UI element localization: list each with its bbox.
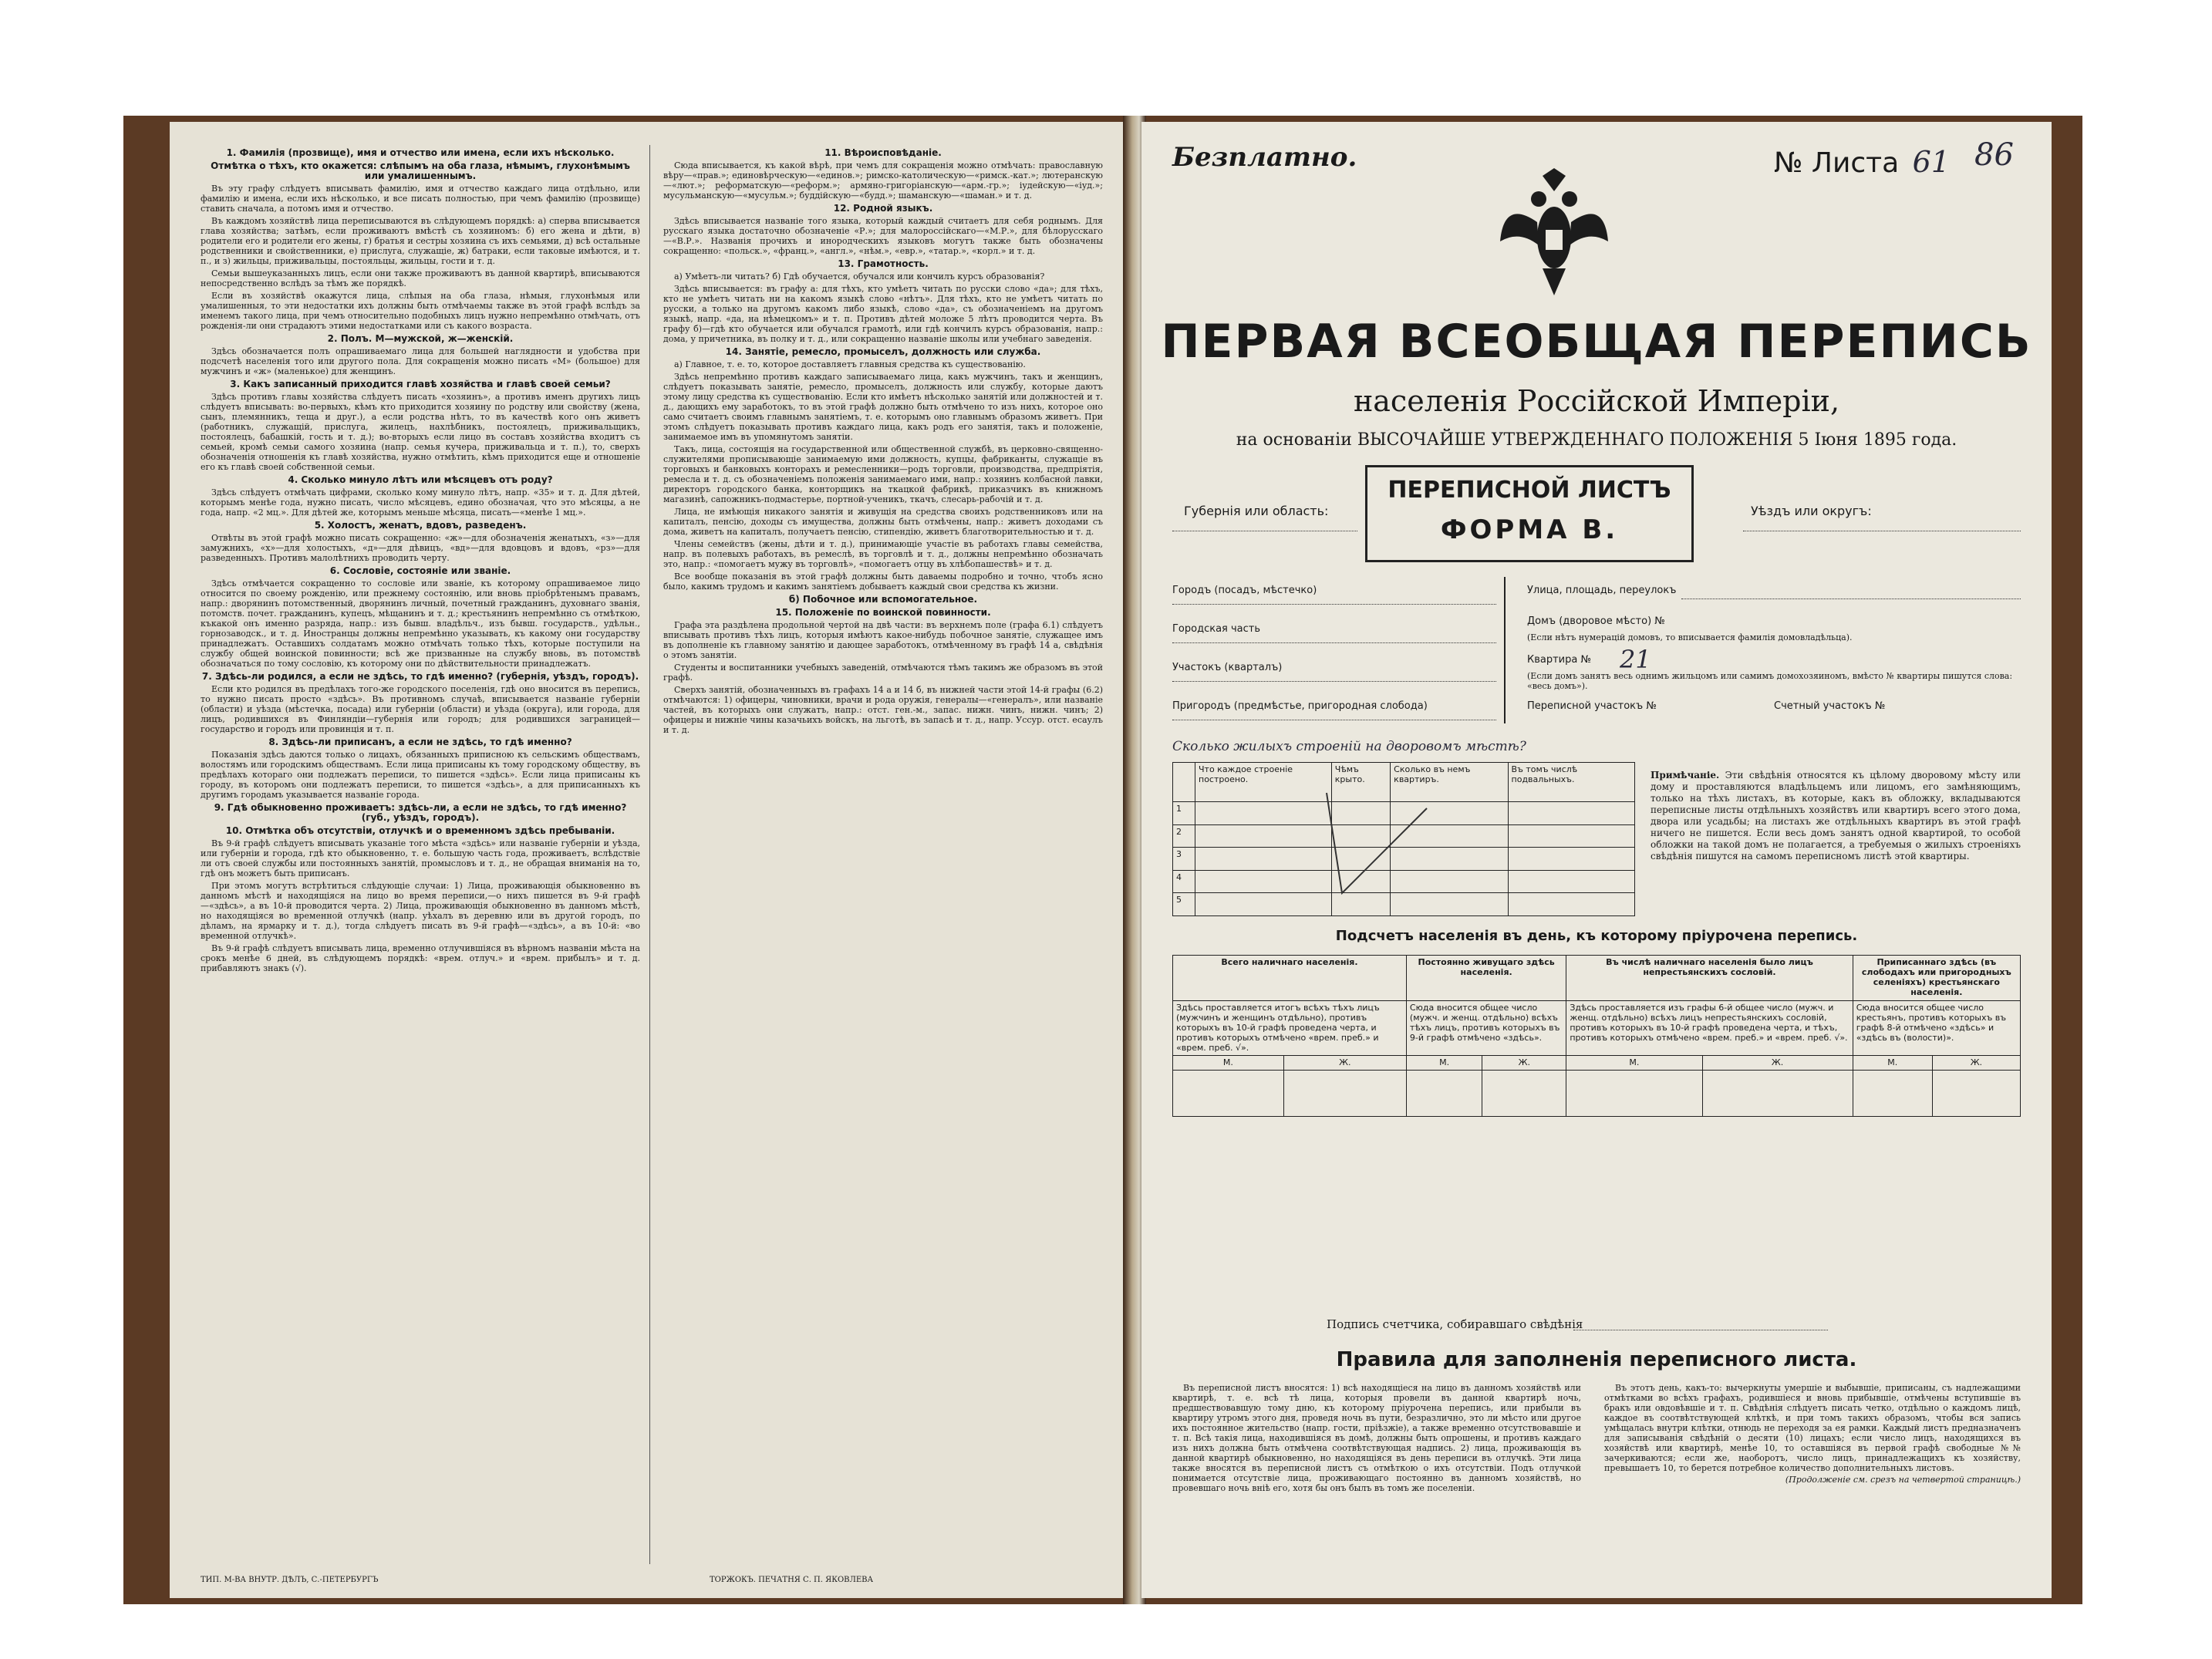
census-title: ПЕРВАЯ ВСЕОБЩАЯ ПЕРЕПИСЬ (1161, 315, 2032, 369)
instruction-paragraph: Сверхъ занятій, обозначенныхъ въ графахъ 14 а и 14 б, въ нижней части этой 14-й графы (6.2) отмѣчаются: 1) офицеры, чиновники, врачи и рода оружія, генералы—«генералъ», или названіе частей, въ которыхъ они служатъ, напр.: отст. ген.-м., запас. нижн. чинъ, нижн. чинъ; 2) офицеры и нижніе чины казачьихъ войскъ, на льготѣ, въ запасѣ и т. д., напр. Уссур. отст. есаулъ и т. д. (663, 685, 1103, 735)
rules-text: Въ этотъ день, какъ-то: вычеркнуты умершіе и выбывшіе, приписаны, съ надлежащими отмѣтками во всѣхъ графахъ, родившіеся и вновь прибывшіе, отмѣчены вступившіе въ бракъ или овдовѣвшіе и т. п. Свѣдѣнія слѣдуетъ писать четко, отдѣльно о каждомъ лицѣ, каждое въ соотвѣтствующей клѣткѣ, и при томъ такихъ образомъ, чтобы вся запись умѣщалась внутри клѣтки, отнюдь не переходя за ея рамки. Каждый листъ предназначенъ для записыванія свѣдѣній о десяти (10) лицахъ; если число лицъ, находящихся въ хозяйствѣ или квартирѣ, менѣе 10, то оставшіяся въ первой графѣ свободные №№ зачеркиваются; если же, наоборотъ, число лицъ, принадлежащихъ къ хозяйству, превышаетъ 10, то берется потребное количество дополнительныхъ листовъ. (1604, 1383, 2021, 1473)
section-heading: Отмѣтка о тѣхъ, кто окажется: слѣпымъ на оба глаза, нѣмымъ, глухонѣмымъ или умалишеннымъ. (211, 160, 630, 181)
printer-footer-right: ТОРЖОКЪ. ПЕЧАТНЯ С. П. ЯКОВЛЕВА (710, 1576, 874, 1584)
male-header: М. (1853, 1056, 1932, 1071)
instruction-paragraph: Здѣсь отмѣчается сокращенно то сословіе или званіе, къ которому опрашиваемое лицо относится по своему рожденію, или прежнему состоянію, или вновь пріобрѣтенымъ правамъ, напр.: дворянинъ потомственный, дворянинъ личный, почетный гражданинъ, духовнаго званія, потомств. почет. гражданинъ, купецъ, мѣщанинъ и т. д.; крестьянинъ непремѣнно съ отмѣткою, къкакой онъ именно разряда, напр.: изъ бывш. владѣльч., изъ бывш. государств., удѣльн., горнозаводск., и т. д. Иностранцы должны непремѣнно указывать, къ какому они государству принадлежатъ. Оставшихъ солдатамъ можно отмѣчать только тѣхъ, которые поступили на службу общей воинской повинности; всѣ же призванные на службу вновь, въ потомствѣ обозначаться по тому сословію, къ которому они по дѣйствительности принадлежатъ. (201, 578, 640, 669)
open-book (123, 116, 2082, 1604)
left-page (170, 122, 1126, 1598)
instruction-paragraph: Здѣсь противъ главы хозяйства слѣдуетъ писать «хозяинъ», а противъ именъ другихъ лицъ слѣдуетъ вписывать: во-первыхъ, кѣмъ кто приходится хозяину по родству или свойству (жена, сынъ, племянникъ, теща и друг.), а если родства нѣтъ, то въ качествѣ кого онъ живетъ (работникъ, служащій, прислуга, жилецъ, нахлѣбникъ, постоялецъ, приживальщикъ, постоялецъ, бабашкій, гость и т. д.); во-вторыхъ если лицо въ составъ хозяйства входитъ съ семьей, кромѣ семьи самого хозяина (напр. семья кучера, приживальца и т. п.), то, сверхъ обозначенія отношенія къ главѣ хозяйства, нужно отмѣтить, кѣмъ приходится еще и отношеніе его къ главѣ своей собственной семьи. (201, 392, 640, 472)
corner-number-handwritten: 86 (1974, 137, 2014, 173)
instruction-paragraph: Лица, не имѣющія никакого занятія и живущія на средства своихъ родственниковъ или на капиталъ, пенсію, доходы съ имущества, должны быть отмѣчены, напр.: живетъ доходами съ дома, живетъ на капиталъ, получаетъ пенсію, стипендію, живетъ благотворительностью и т. д. (663, 507, 1103, 537)
pop-text-peasant: Сюда вносится общее число крестьянъ, противъ которыхъ въ графѣ 8-й отмѣчено «здѣсь» и «здѣсь въ (волости)». (1853, 1000, 2020, 1056)
instruction-paragraph: Здѣсь непремѣнно противъ каждаго записываемаго лица, какъ мужчинъ, такъ и женщинъ, слѣдуетъ показывать занятіе, ремесло, промыселъ, должность или службу, которые даютъ этому лицу средства къ существованію. Если кто имѣетъ нѣсколько занятій или должностей и т. д., дающихъ ему заработокъ, то въ этой графѣ должно быть отмѣчено то изъ нихъ, которое оно само считаетъ своимъ главнымъ занятіемъ, т. е. которымъ оно главнымъ образомъ живетъ. При этомъ слѣдуетъ показывать противъ каждаго лица, какъ родъ его занятія, такъ и положеніе, занимаемое имъ въ упомянутомъ занятіи. (663, 372, 1103, 442)
instruction-paragraph: Студенты и воспитанники учебныхъ заведеній, отмѣчаются тѣмъ такимъ же образомъ въ этой графѣ. (663, 663, 1103, 683)
census-decree: на основаніи ВЫСОЧАЙШЕ УТВЕРЖДЕННАГО ПОЛОЖЕНІЯ 5 Іюня 1895 года. (1236, 430, 1957, 450)
rules-continued: (Продолженіе см. срезъ на четвертой страницѣ.) (1785, 1475, 2021, 1485)
section-heading: 2. Полъ. М—мужской, ж—женскій. (327, 333, 514, 344)
section-heading: 11. Вѣроисповѣданіе. (824, 147, 942, 158)
instruction-paragraph: Здѣсь вписывается названіе того языка, который каждый считаетъ для себя роднымъ. Для русскаго языка достаточно обозначеніе «Р.»; для малороссійскаго—«М.Р.», для бѣлорусскаго—«В.Р.». Названія прочихъ и инородческихъ языковъ могутъ также быть обозначены сокращенно: «польск.», «франц.», «англ.», «нѣм.», «евр.», «татар.», «корл.» и т. д. (663, 216, 1103, 256)
form-subtitle: ФОРМА В. (1440, 514, 1619, 545)
kvartira-note: (Если домъ занятъ весь однимъ жильцомъ или самимъ домохозяиномъ, вмѣсто № квартиры пишутся слова: «весь домъ»). (1527, 671, 2013, 691)
chast-label: Городская часть (1172, 623, 1261, 635)
instruction-paragraph: Здѣсь слѣдуетъ отмѣчать цифрами, сколько кому минуло лѣтъ, напр. «35» и т. д. Для дѣтей, которымъ менѣе года, нужно писать, число мѣсяцевъ, едино обозначая, что это мѣсяцы, а не года, напр. «2 мц.». Для дѣтей же, которымъ меньше мѣсяца, писать—«менѣе 1 мц.». (201, 487, 640, 518)
pop-col-peasant: Приписаннаго здѣсь (въ слободахъ или пригородныхъ селеніяхъ) крестьянскаго населенія. (1853, 956, 2020, 1001)
chast-line (1172, 642, 1496, 643)
imperial-eagle-icon (1496, 168, 1612, 299)
instruction-paragraph: Здѣсь вписывается: въ графу а: для тѣхъ, кто умѣетъ читать по русски слово «да»; для тѣхъ, кто не умѣетъ читать ни на какомъ языкѣ слово «нѣтъ». Для тѣхъ, кто не умѣетъ читать по русски, а только на другомъ какомъ либо языкѣ, слово «да», съ обозначеніемъ на другомъ языкѣ, напр. «да, на нѣмецкомъ» и т. п. Противъ дѣтей моложе 5 лѣтъ проводится черта. Въ графу б)—гдѣ кто обучается или обучался грамотѣ, или гдѣ кончилъ курсъ образованія, напр.: дома, у причетника, въ полку и т. д., или сокращенно названіе школы или учебнаго заведенія. (663, 284, 1103, 344)
pop-text-permanent: Сюда вносится общее число (мужч. и женщ. отдѣльно) всѣхъ тѣхъ лицъ, противъ которыхъ въ 9-й графѣ отмѣчено «здѣсь». (1406, 1000, 1566, 1056)
ulica-label: Улица, площадь, переулокъ (1527, 585, 1677, 596)
section-heading: 13. Грамотность. (838, 258, 929, 269)
dom-label: Домъ (дворовое мѣсто) № (1527, 615, 1665, 627)
section-heading: 8. Здѣсь-ли приписанъ, а если не здѣсь, то гдѣ именно? (268, 737, 572, 747)
population-count-title: Подсчетъ населенія въ день, къ которому пріурочена перепись. (1335, 928, 1858, 944)
section-heading: 6. Сословіе, состояніе или званіе. (329, 565, 511, 576)
instruction-paragraph: Все вообще показанія въ этой графѣ должны быть даваемы подробно и точно, чтобъ ясно было, какимъ трудомъ и какимъ занятіемъ добываетъ каждый свои средства къ жизни. (663, 572, 1103, 592)
rules-text: Въ переписной листъ вносятся: 1) всѣ находящіеся на лицо въ данномъ хозяйствѣ или квартирѣ, т. е. всѣ тѣ лица, которыя провели въ данной квартирѣ ночь, предшествовавшую тому дню, къ которому пріурочена перепись, или прибыли въ квартиру утромъ этого дня, проведя ночь въ пути, безразлично, это ли мѣсто или другое ихъ постоянное жительство (напр. гости, пріѣзжіе), а также временно отсутствовавшіе и т. п. Всѣ такія лица, находившіяся въ домѣ, должны быть опрошены, и противъ каждаго изъ нихъ должна быть отмѣчена соотвѣтствующая надпись. 2) лица, проживающія въ данной квартирѣ обыкновенно, но находящіяся въ день переписи въ отлучкѣ. Эти лица также вносятся въ переписной листъ съ отмѣткою о ихъ отсутствіи. Подъ отлучкой понимается отсутствіе лица, проживающаго постоянно въ данномъ хозяйствѣ, но провевшаго ночь вніѣ его, хотя бы онъ былъ въ томъ же поселеніи. (1172, 1383, 1581, 1493)
instruction-paragraph: Если кто родился въ предѣлахъ того-же городского поселенія, гдѣ оно вносится въ перепись, то нужно писать просто «здѣсь». Въ противномъ случаѣ, вписывается названіе губерніи (области) и уѣзда (мѣстечка, посада) или губерніи (области) и уѣзда (округа), или города, для лицъ, родившихся въ Финляндіи—губернія или городъ; для родившихся заграницей—государство и городъ или провинція и т. п. (201, 684, 640, 734)
sheet-number-label: № Листа (1774, 147, 1900, 179)
right-page (1141, 122, 2052, 1598)
row-number: 4 (1173, 870, 1195, 893)
instructions-column-2 (663, 145, 1103, 737)
pop-col-permanent: Постоянно живущаго здѣсь населенія. (1406, 956, 1566, 1001)
sheet-number-handwritten: 61 (1912, 145, 1950, 179)
free-label: Безплатно. (1172, 142, 1357, 173)
pop-text-total: Здѣсь проставляется итогъ всѣхъ тѣхъ лицъ (мужчинъ и женщинъ отдѣльно), противъ которыхъ въ 10-й графѣ проведена черта, и противъ которыхъ отмѣчено «врем. преб.» и «врем. преб. √». (1173, 1000, 1407, 1056)
instruction-paragraph: Такъ, лица, состоящія на государственной или общественной службѣ, въ церковно-священно-служителями прописывающіе занимаемую ими должность, купцы, фабриканты, служащіе въ торговыхъ и банковыхъ конторахъ и ремесленники—родъ торговли, производства, предпріятія, ремесла и т. д. съ обозначеніемъ положенія занимаемаго ими, напр.: хозяинъ колбасной лавки, директоръ городского банка, конторщикъ на ткацкой фабрикѣ, приказчикъ въ книжномъ магазинѣ, сапожникъ-подмастерье, портной-ученикъ, ткачъ, слесарь-рабочій и т. д. (663, 444, 1103, 504)
uchastok-line (1172, 681, 1496, 682)
instruction-paragraph: При этомъ могутъ встрѣтиться слѣдующіе случаи: 1) Лица, проживающія обыкновенно въ данномъ мѣстѣ и находящіяся на лицо во время переписи,—о нихъ пишется въ 9-й графѣ—«здѣсь», а въ 10-й проводится черта. 2) Лица, проживающія обыкновенно въ данномъ мѣстѣ, но находящіяся во временной отлучкѣ (напр. уѣхалъ въ деревню или въ другой городъ, по дѣламъ, на ярмарку и т. д.), тогда слѣдуетъ писать въ 9-й графѣ—«здѣсь», а въ 10-й: «во временной отлучкѣ». (201, 881, 640, 941)
buildings-col-apartments: Сколько въ немъ квартиръ. (1391, 763, 1508, 802)
section-heading: 5. Холостъ, женатъ, вдовъ, разведенъ. (314, 520, 527, 531)
cross-out-mark (1172, 762, 1635, 916)
rules-column-left (1172, 1383, 1581, 1495)
pop-col-nonpeasant: Въ числѣ наличнаго населенія было лицъ непрестьянскихъ сословій. (1566, 956, 1853, 1001)
census-subtitle: населенія Россійской Имперіи, (1353, 384, 1840, 418)
address-divider (1504, 577, 1506, 723)
table-row (1173, 1071, 2021, 1117)
dom-note: (Если нѣтъ нумерацій домовъ, то вписывается фамилія домовладѣльца). (1527, 632, 1853, 642)
male-header: М. (1173, 1056, 1284, 1071)
section-heading: 12. Родной языкъ. (833, 203, 933, 214)
row-number: 2 (1173, 824, 1195, 848)
male-header: М. (1406, 1056, 1482, 1071)
instruction-paragraph: а) Умѣетъ-ли читать? б) Гдѣ обучается, обучался или кончилъ курсъ образованія? (674, 271, 1045, 282)
buildings-note (1651, 770, 2021, 862)
instruction-paragraph: Здѣсь обозначается полъ опрашиваемаго лица для большей наглядности и удобства при подсчетѣ населенія того или другого пола. Для сокращенія можно писать «М» (большое) для мужчинъ и «ж» (маленькое) для женщинъ. (201, 346, 640, 376)
buildings-col-built: Что каждое строеніе построено. (1195, 763, 1332, 802)
pop-text-nonpeasant: Здѣсь проставляется изъ графы 6-й общее число (мужч. и женщ. отдѣльно) всѣхъ лицъ непрестьянскихъ сословій, противъ которыхъ въ 10-й графѣ проведена черта, и тѣхъ, противъ которыхъ отмѣчено «врем. преб.» и «врем. преб. √». (1566, 1000, 1853, 1056)
gubernia-label: Губернія или область: (1184, 504, 1329, 518)
column-divider (649, 145, 650, 1564)
kvartira-label: Квартира № (1527, 654, 1592, 666)
section-heading: 1. Фамилія (прозвище), имя и отчество или имена, если ихъ нѣсколько. (226, 147, 615, 158)
female-header: Ж. (1932, 1056, 2020, 1071)
section-heading: 7. Здѣсь-ли родился, а если не здѣсь, то гдѣ именно? (губернія, уѣздъ, городъ). (201, 671, 639, 682)
row-number: 1 (1173, 801, 1195, 824)
female-header: Ж. (1283, 1056, 1406, 1071)
prigorod-label: Пригородъ (предмѣстье, пригородная слобода) (1172, 700, 1428, 712)
printer-footer-left: ТИП. М-ВА ВНУТР. ДѢЛЪ, С.-ПЕТЕРБУРГЪ (201, 1576, 379, 1584)
instruction-paragraph: а) Главное, т. е. то, которое доставляетъ главныя средства къ существованію. (674, 359, 1026, 369)
row-number: 3 (1173, 848, 1195, 871)
instruction-paragraph: Отвѣты въ этой графѣ можно писать сокращенно: «ж»—для обозначенія женатыхъ, «з»—для замужнихъ, «х»—для холостыхъ, «д»—для дѣвицъ, «вд»—для вдовцовъ и вдовъ, «рз»—для разведенныхъ. Противъ малолѣтнихъ проводить черту. (201, 533, 640, 563)
section-heading: 9. Гдѣ обыкновенно проживаетъ: здѣсь-ли, а если не здѣсь, то гдѣ именно? (губ., уѣздъ, городъ). (214, 802, 627, 823)
instruction-paragraph: Члены семействъ (жены, дѣти и т. д.), принимающіе участіе въ работахъ главы семейства, напр. въ полевыхъ работахъ, въ ремеслѣ, въ торговлѣ и т. д., должны непремѣнно обозначать это, напр.: «помогаетъ мужу въ торговлѣ», «помогаетъ отцу въ хлѣбопашествѣ» и т. д. (663, 539, 1103, 569)
instruction-paragraph: Сюда вписывается, къ какой вѣрѣ, при чемъ для сокращенія можно отмѣчать: православную вѣру—«прав.»; единовѣрческую—«единов.»; римско-католическую—«римск.-кат.»; лютеранскую—«лют.»; реформатскую—«реформ.»; армяно-григоріанскую—«арм.-гр.»; іудейскую—«іуд.»; мусульманскую—«мусульм.»; буддійскую—«будд.»; шаманскую—«шаман.» и т. д. (663, 160, 1103, 201)
section-heading: 15. Положеніе по воинской повинности. (775, 607, 991, 618)
form-title-box (1365, 465, 1694, 562)
instruction-paragraph: Графа эта раздѣлена продольной чертой на двѣ части: въ верхнемъ поле (графа 6.1) слѣдуетъ вписывать противъ тѣхъ лицъ, которыя имѣютъ какое-нибудь побочное занятіе, служащее имъ въ дополненіе къ главному занятію и дающее заработокъ, отмѣченному въ графѣ 14 а, свѣдѣнія о этомъ занятіи. (663, 620, 1103, 660)
note-text: Эти свѣдѣнія относятся къ цѣлому дворовому мѣсту или дому и проставляются владѣльцемъ или лицомъ, его замѣняющимъ, только на тѣхъ листахъ, въ которые, какъ въ обложку, вкладываются переписные листы отдѣльныхъ хозяйствъ или квартиръ всего этого дома, двора или усадьбы; на листахъ же отдѣльныхъ квартиръ въ этой графѣ ничего не пишется. Если весь домъ занятъ одной квартирой, то особой обложки на такой домъ не полагается, а требуемыя о жилыхъ строеніяхъ свѣдѣнія пишутся на самомъ переписномъ листѣ этой квартиры. (1651, 770, 2021, 862)
pop-col-total: Всего наличнаго населенія. (1173, 956, 1407, 1001)
instruction-paragraph: Въ 9-й графѣ слѣдуетъ вписывать лица, временно отлучившіяся въ вѣрномъ названіи мѣста на срокъ менѣе 6 дней, въ слѣдующемъ порядкѣ: «врем. отлуч.» и «врем. прибылъ» и т. д. прибавляютъ знакъ (√). (201, 943, 640, 973)
uchastok-label: Участокъ (кварталъ) (1172, 662, 1283, 673)
buildings-col-roof: Чѣмъ крыто. (1331, 763, 1390, 802)
sheet-number (1774, 145, 1950, 179)
instruction-paragraph: Въ каждомъ хозяйствѣ лица переписываются въ слѣдующемъ порядкѣ: а) сперва вписывается глава хозяйства; затѣмъ, если проживаютъ вмѣстѣ съ хозяиномъ: б) его жена и дѣти, в) родители его и родители его жены, г) братья и сестры хозяина съ ихъ семьями, д) всѣ остальные родственники и свойственники, е) прислуга, служащіе, ж) батраки, если таковые имѣются, и т. п., и з) жильцы, приживальцы, постояльцы, жильцы, гости и т. д. (201, 216, 640, 266)
instruction-paragraph: Семьи вышеуказанныхъ лицъ, если они также проживаютъ въ данной квартирѣ, вписываются непосредственно вслѣдъ за тѣмъ же порядкѣ. (201, 268, 640, 288)
buildings-col-cellars: Въ томъ числѣ подвальныхъ. (1508, 763, 1634, 802)
schet-uchastok-label: Счетный участокъ № (1774, 700, 1886, 712)
stroenia-label: Сколько жилыхъ строеній на дворовомъ мѣстѣ? (1172, 739, 1526, 754)
female-header: Ж. (1702, 1056, 1853, 1071)
section-heading: 4. Сколько минуло лѣтъ или мѣсяцевъ отъ роду? (288, 474, 553, 485)
gorod-line (1172, 604, 1496, 605)
signature-label: Подпись счетчика, собиравшаго свѣдѣнія (1327, 1317, 1583, 1331)
instruction-paragraph: Въ эту графу слѣдуетъ вписывать фамилію, имя и отчество каждаго лица отдѣльно, или фамилію и имена, если ихъ нѣсколько, и все писать полностью, при чемъ фамилію (прозвище) ставить сначала, а потомъ имя и отчество. (201, 184, 640, 214)
section-heading: б) Побочное или вспомогательное. (788, 594, 978, 605)
section-heading: 14. Занятіе, ремесло, промыселъ, должность или служба. (725, 346, 1041, 357)
section-heading: 3. Какъ записанный приходится главѣ хозяйства и главѣ своей семьи? (230, 379, 611, 389)
instruction-paragraph: Показанія здѣсь даются только о лицахъ, обязанныхъ приписною къ сельскимъ обществамъ, волостямъ или городскимъ обществамъ. Если лица приписаны къ тому городскому обществу, въ предѣлахъ котораго они подлежатъ переписи, то пишется «здѣсь». Если лица приписаны къ городу, въ которомъ они подлежатъ переписи, то пишется «здѣсь», а для приписанныхъ къ другимъ городамъ указывается названіе города. (201, 750, 640, 800)
note-label: Примѣчаніе. (1651, 770, 1720, 781)
uezd-label: Уѣздъ или округъ: (1751, 504, 1872, 518)
perep-uchastok-label: Переписной участокъ № (1527, 700, 1657, 712)
instruction-paragraph: Въ 9-й графѣ слѣдуетъ вписывать указаніе того мѣста «здѣсь» или названіе губерніи и уѣзда, или губерніи и города, гдѣ кто обыкновенно, т. е. большую часть года, проживаетъ, вслѣдствіе ли отъ своей службы или постоянныхъ занятій, промысловъ и т. д., не обращая вниманія на то, гдѣ онъ можетъ быть приписанъ. (201, 838, 640, 878)
gorod-label: Городъ (посадъ, мѣстечко) (1172, 585, 1317, 596)
male-header: М. (1566, 1056, 1702, 1071)
section-heading: 10. Отмѣтка объ отсутствіи, отлучкѣ и о временномъ здѣсь пребываніи. (225, 825, 615, 836)
instruction-paragraph: Если въ хозяйствѣ окажутся лица, слѣпыя на оба глаза, нѣмыя, глухонѣмыя или умалишенныя, то эти недостатки ихъ должны быть отмѣчаемы также въ этой графѣ вслѣдъ за именемъ такого лица, при чемъ относительно подобныхъ лицъ нужно непремѣнно отмѣчать, отъ рожденія-ли они страдаютъ этими недостатками или съ какого возраста. (201, 291, 640, 331)
rules-title: Правила для заполненія переписного листа. (1336, 1348, 1857, 1371)
rules-column-right (1604, 1383, 2021, 1486)
form-title: ПЕРЕПИСНОЙ ЛИСТЪ (1388, 477, 1671, 504)
female-header: Ж. (1482, 1056, 1566, 1071)
population-table (1172, 955, 2021, 1117)
row-number: 5 (1173, 893, 1195, 916)
kvartira-handwritten: 21 (1620, 645, 1651, 674)
instructions-column-1 (201, 145, 640, 976)
